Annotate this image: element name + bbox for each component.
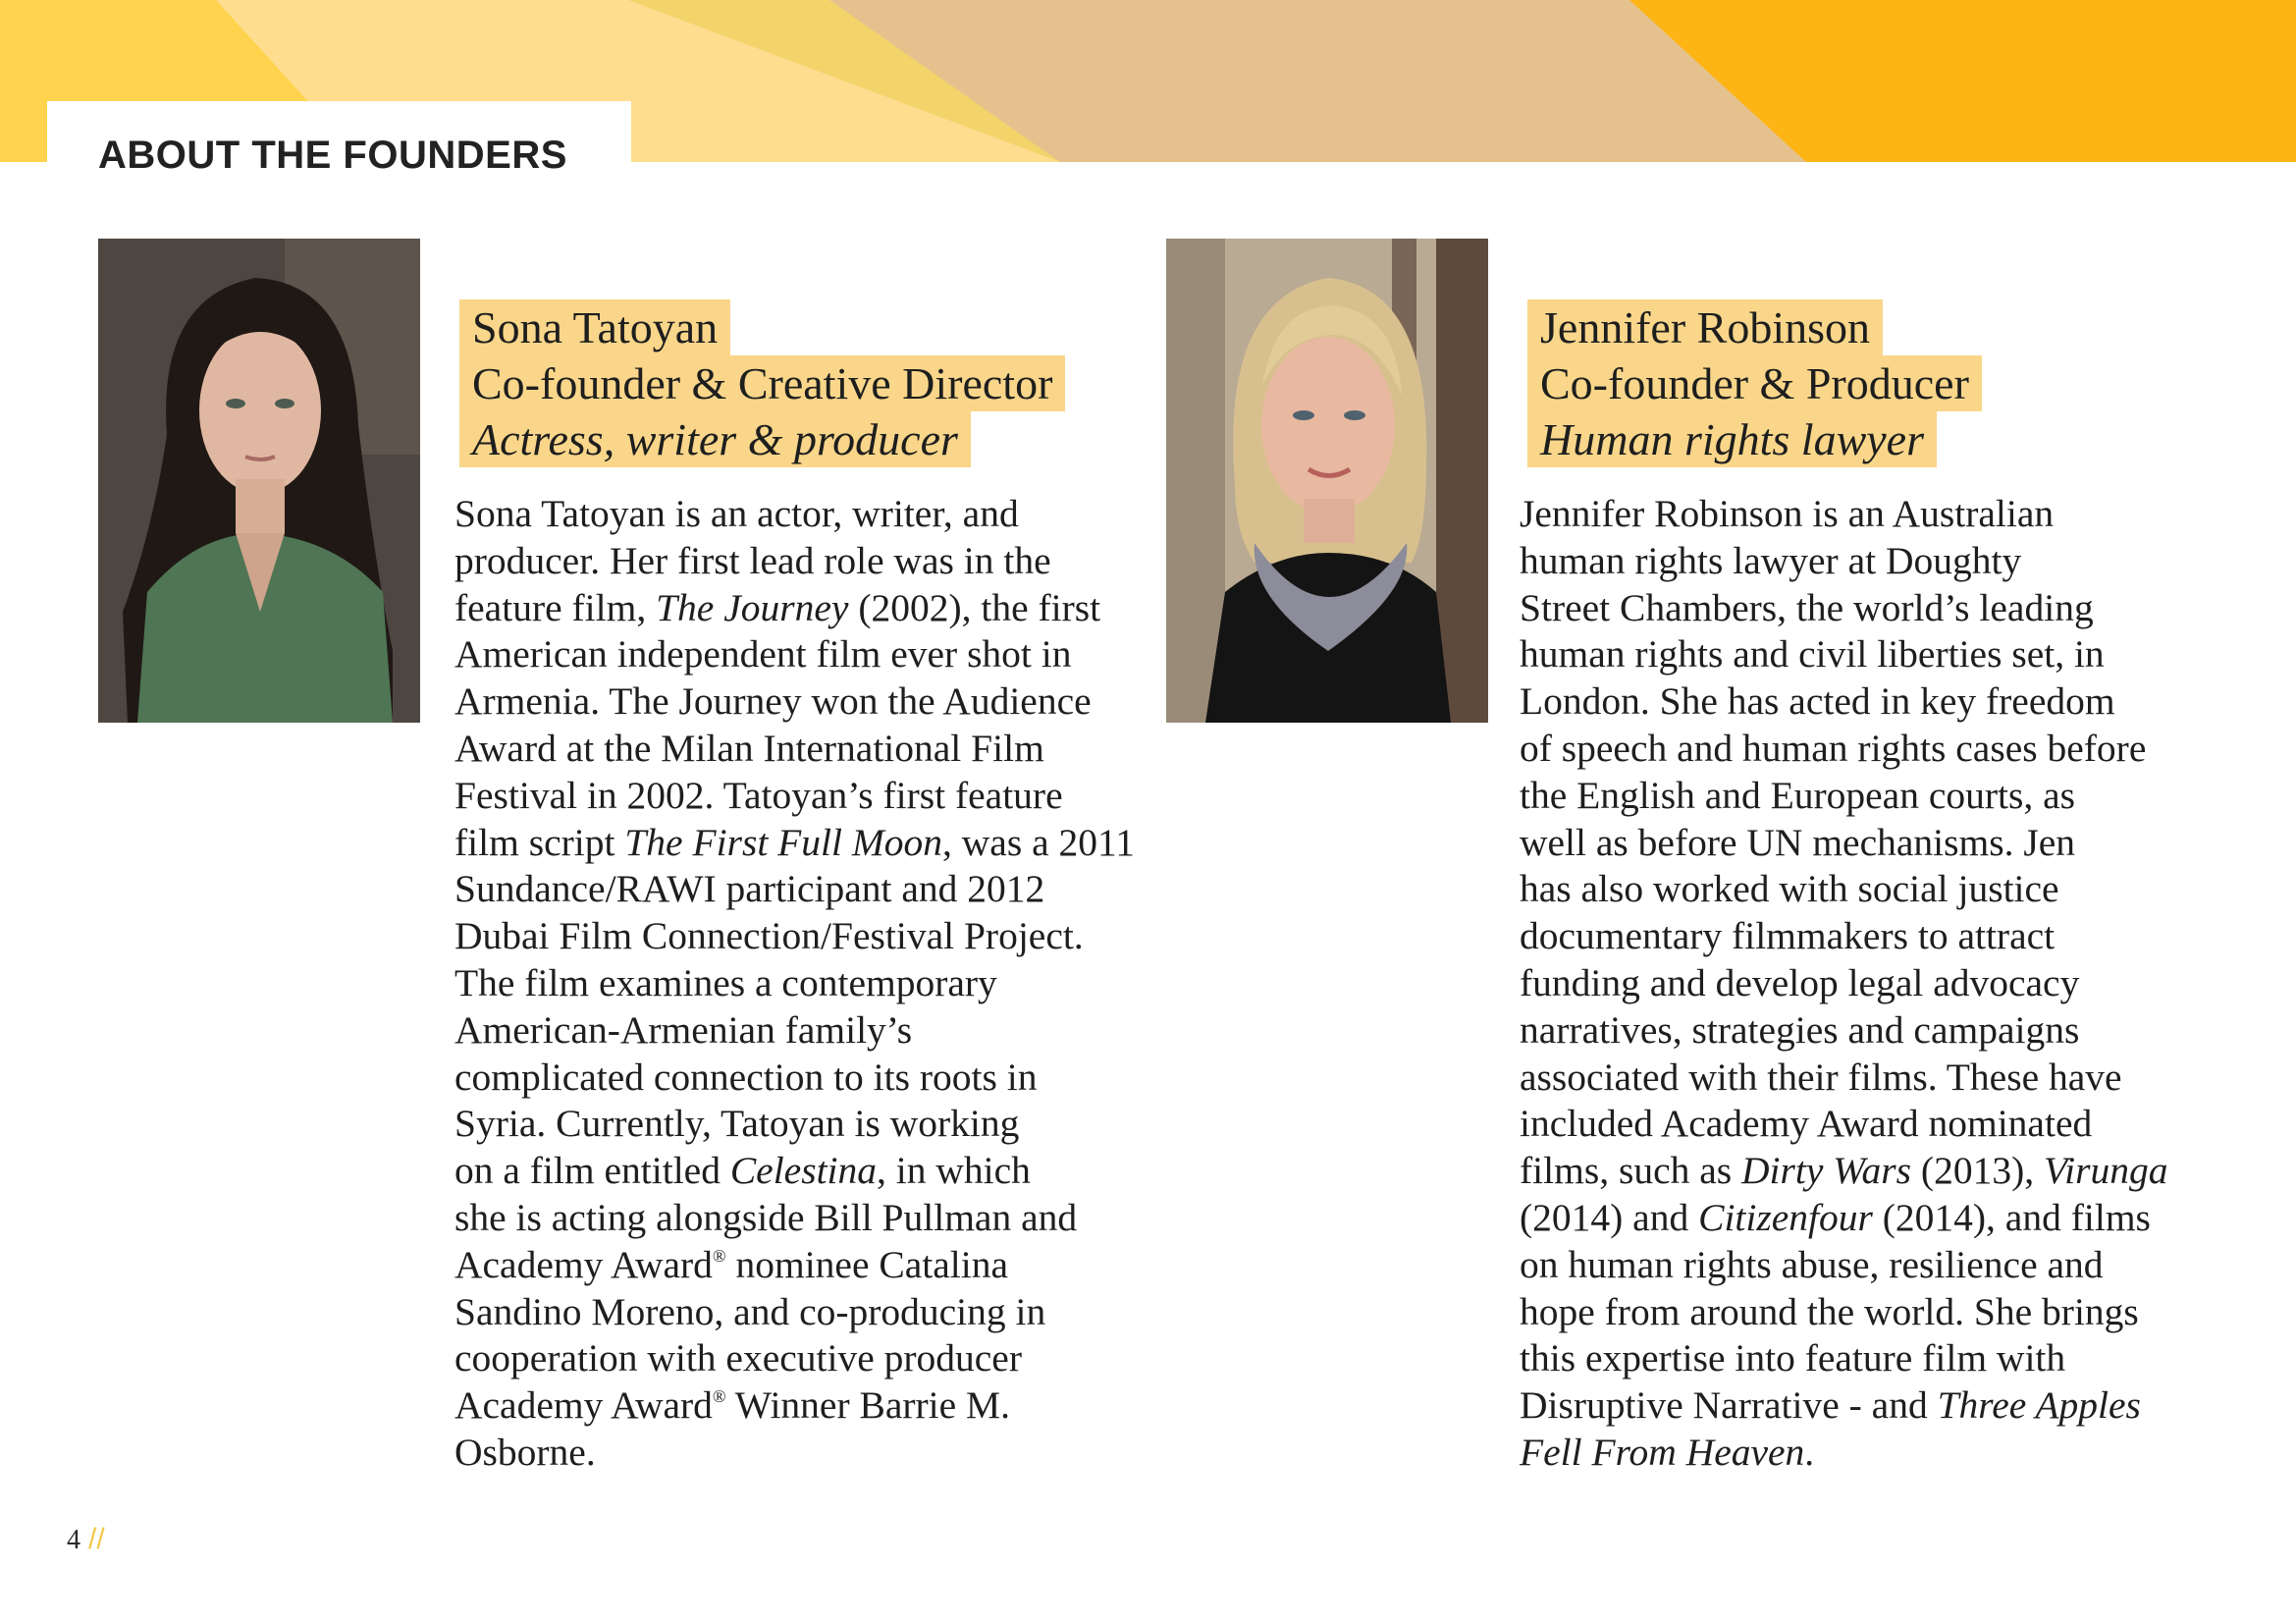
- bio-line: on a film entitled: [454, 1149, 730, 1193]
- bio-line: , in which: [877, 1149, 1031, 1193]
- bio-line: Sona Tatoyan is an actor, writer, and: [454, 492, 1019, 535]
- bio-line: Award at the Milan International Film: [454, 726, 1044, 770]
- bio-line: films, such as: [1520, 1149, 1742, 1193]
- portrait-image: [98, 239, 420, 723]
- bio-line: producer. Her first lead role was in the: [454, 538, 1051, 582]
- bio-line: Academy Award: [454, 1383, 713, 1428]
- bio-line: film script: [454, 820, 625, 864]
- bio-line: Festival in 2002. Tatoyan’s first feature: [454, 773, 1063, 817]
- bio-line: well as before UN mechanisms. Jen: [1520, 820, 2075, 864]
- founder-role: Co-founder & Creative Director: [459, 355, 1065, 411]
- film-title: Virunga: [2043, 1149, 2168, 1193]
- portrait-image: [1166, 239, 1488, 723]
- bio-line: of speech and human rights cases before: [1520, 726, 2147, 770]
- bio-line: on human rights abuse, resilience and: [1520, 1242, 2104, 1286]
- bio-line: cooperation with executive producer: [454, 1336, 1022, 1380]
- bio-line: Armenia. The Journey won the Audience: [454, 679, 1092, 724]
- bio-line: documentary filmmakers to attract: [1520, 914, 2056, 958]
- bio-line: the English and European courts, as: [1520, 773, 2076, 817]
- bio-line: Sandino Moreno, and co-producing in: [454, 1289, 1046, 1333]
- bio-line: (2002), the first: [848, 585, 1101, 629]
- founder-bio-sona: [454, 491, 1161, 1477]
- bio-line: (2014), and films: [1872, 1195, 2151, 1239]
- founder-photo-sona: [98, 239, 420, 723]
- bio-line: hope from around the world. She brings: [1520, 1289, 2139, 1333]
- section-title: ABOUT THE FOUNDERS: [98, 134, 567, 177]
- founder-title-block: [1527, 299, 1982, 467]
- bio-line: nominee Catalina: [725, 1242, 1008, 1286]
- film-title: Dirty Wars: [1741, 1149, 1912, 1193]
- film-title: Citizenfour: [1698, 1195, 1873, 1239]
- bio-line: Osborne.: [454, 1430, 596, 1474]
- film-title: Three Apples: [1937, 1383, 2141, 1428]
- page-number-text: 4: [67, 1525, 80, 1555]
- bio-line: Street Chambers, the world’s leading: [1520, 585, 2094, 629]
- bio-line: funding and develop legal advocacy: [1520, 960, 2080, 1004]
- bio-line: she is acting alongside Bill Pullman and: [454, 1195, 1078, 1239]
- bio-line: Academy Award: [454, 1242, 713, 1286]
- bio-line: Dubai Film Connection/Festival Project.: [454, 914, 1084, 958]
- bio-line: Disruptive Narrative - and: [1520, 1383, 1938, 1428]
- founder-subtitle: Actress, writer & producer: [459, 411, 971, 467]
- bio-line: human rights and civil liberties set, in: [1520, 632, 2105, 677]
- page-number: [67, 1523, 105, 1556]
- bio-line: (2013),: [1911, 1149, 2044, 1193]
- registered-mark: ®: [712, 1245, 726, 1266]
- founder-photo-jennifer: [1166, 239, 1488, 723]
- bio-line: The film examines a contemporary: [454, 960, 997, 1004]
- bio-line: Syria. Currently, Tatoyan is working: [454, 1102, 1020, 1146]
- film-title: Celestina: [729, 1149, 878, 1193]
- bio-line: Jennifer Robinson is an Australian: [1520, 492, 2055, 535]
- founder-title-block: [459, 299, 1065, 467]
- bio-line: narratives, strategies and campaigns: [1520, 1007, 2080, 1052]
- bio-line: American-Armenian family’s: [454, 1007, 913, 1052]
- bio-line: associated with their films. These have: [1520, 1055, 2122, 1099]
- film-title: The Journey: [656, 585, 849, 629]
- bio-line: Sundance/RAWI participant and 2012: [454, 867, 1045, 911]
- founder-name: Sona Tatoyan: [459, 299, 730, 355]
- registered-mark: ®: [712, 1386, 726, 1407]
- bio-line: complicated connection to its roots in: [454, 1055, 1038, 1099]
- bio-line: London. She has acted in key freedom: [1520, 679, 2115, 724]
- bio-line: Winner Barrie M.: [725, 1383, 1011, 1428]
- founder-name: Jennifer Robinson: [1527, 299, 1883, 355]
- bio-line: .: [1804, 1430, 1815, 1474]
- bio-line: American independent film ever shot in: [454, 632, 1072, 677]
- film-title: Fell From Heaven: [1520, 1430, 1805, 1474]
- bio-line: this expertise into feature film with: [1520, 1336, 2066, 1380]
- bio-line: included Academy Award nominated: [1520, 1102, 2093, 1146]
- founder-role: Co-founder & Producer: [1527, 355, 1982, 411]
- page-mark: //: [88, 1523, 105, 1555]
- bio-line: , was a 2011: [942, 820, 1136, 864]
- founder-bio-jennifer: [1520, 491, 2226, 1477]
- bio-line: human rights lawyer at Doughty: [1520, 538, 2022, 582]
- film-title: The First Full Moon: [624, 820, 943, 864]
- bio-line: feature film,: [454, 585, 657, 629]
- bio-line: has also worked with social justice: [1520, 867, 2059, 911]
- bio-line: (2014) and: [1520, 1195, 1699, 1239]
- founder-subtitle: Human rights lawyer: [1527, 411, 1937, 467]
